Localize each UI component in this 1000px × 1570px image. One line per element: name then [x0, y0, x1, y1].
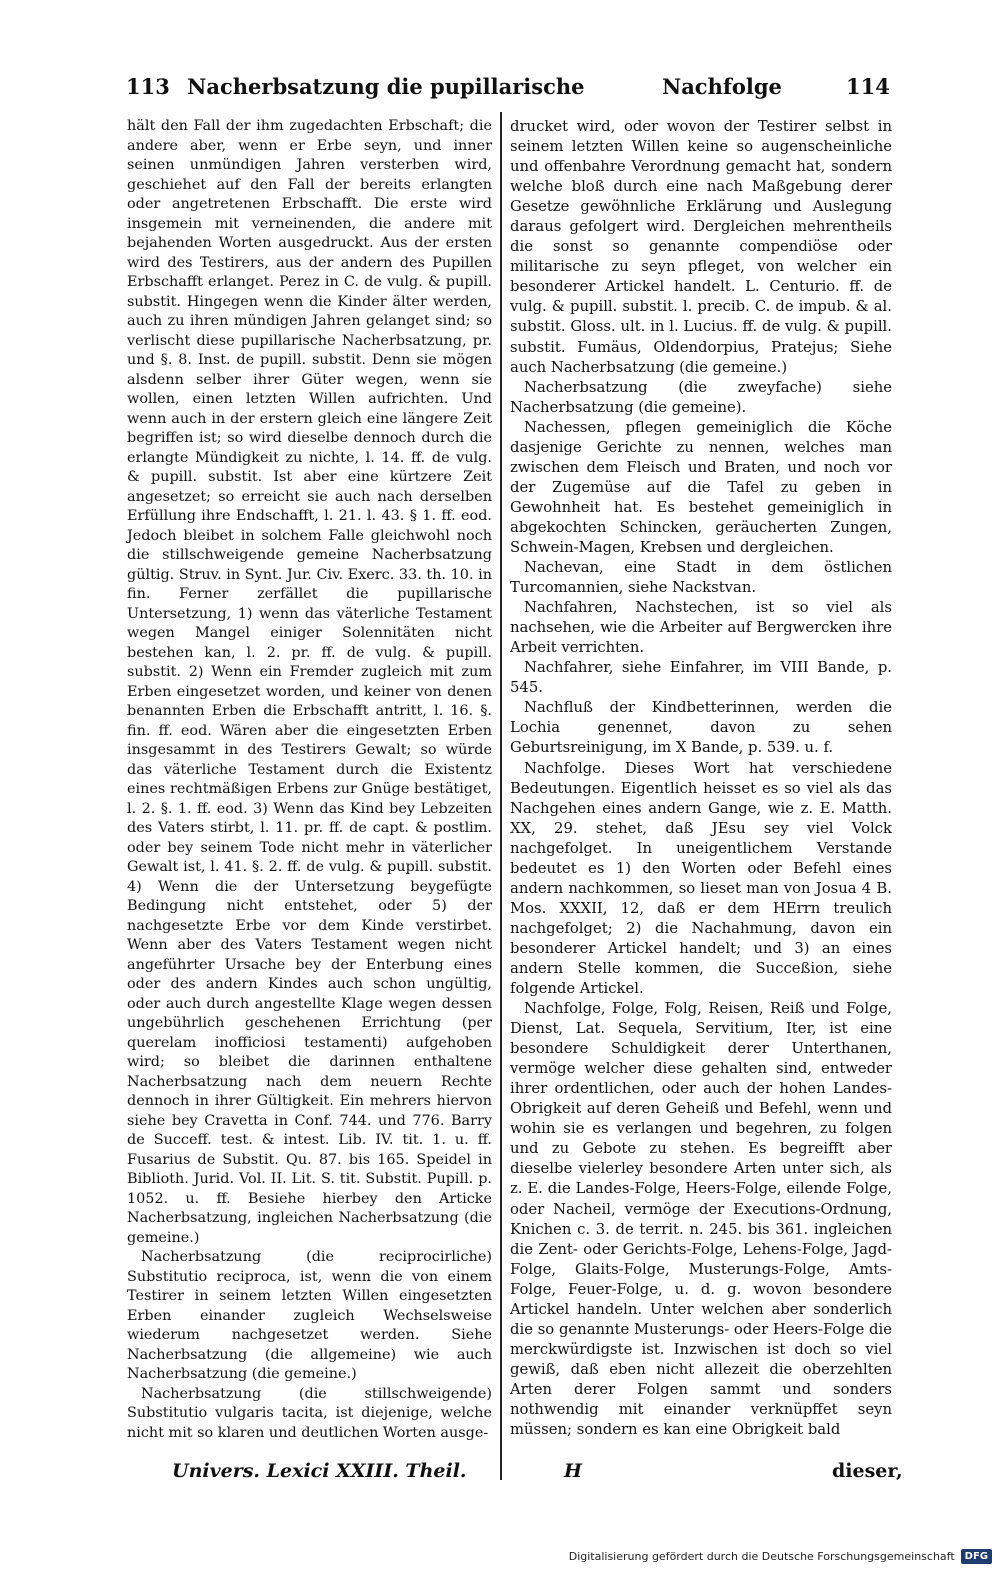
left-page-number: 113 [126, 74, 170, 99]
right-paragraph: Nachessen, pflegen gemeiniglich die Köche dasjenige Gerichte zu nennen, welches man zwischen dem Fleisch und Braten, und noch vor der Zugemüse auf die Tafel zu geben in Gewohnheit hat. Es bestehet gemeiniglich in abgekochten Schincken, geräucherten Zungen, Schwein-Magen, Krebsen und dergleichen. [510, 418, 892, 556]
banner-text: Digitalisierung gefördert durch die Deutsche Forschungsgemeinschaft [568, 1550, 955, 1563]
dfg-logo: DFG [961, 1549, 992, 1564]
right-paragraph: Nachfluß der Kindbetterinnen, werden die Lochia genennet, davon zu sehen Geburtsreinigung, im X Bande, p. 539. u. f. [510, 699, 892, 757]
right-paragraph: Nachfolge. Dieses Wort hat verschiedene Bedeutungen. Eigentlich heisset es so viel als das Nachgehen eines andern Gange, wie z. E. Matth. XX, 29. stehet, daß JEsu sey viel Volck nachgefolget. In uneigentlichem Verstande bedeutet es 1) den Worten oder Befehl eines andern nachkommen, so lieset man von Josua 4 B. Mos. XXXII, 12, daß er dem HErrn treulich nachgefolget; 2) die Nachahmung, davon ein besonderer Artickel handelt; und 3) an eines andern Stelle kommen, die Succeßion, siehe folgende Artickel. [510, 759, 892, 998]
footer-sheet-mark: H [564, 1460, 582, 1482]
right-paragraph: Nachfolge, Folge, Folg, Reisen, Reiß und Folge, Dienst, Lat. Sequela, Servitium, Iter, ist eine besondere Schuldigkeit derer Unterthanen, vermöge welcher diese gehalten sind, entweder ihrer ordentlichen, oder auch der hohen Landes-Obrigkeit auf deren Geheiß und Befehl, wenn und wohin sie es verlangen und begehren, zu folgen und zu Gebote zu stehen. Es begreifft aber dieselbe vielerley besondere Arten unter sich, als z. E. die Landes-Folge, Heers-Folge, eilende Folge, oder Nacheil, vermöge der Executions-Ordnung, Knichen c. 3. de territ. n. 245. bis 361. ingleichen die Zent- oder Gerichts-Folge, Lehens-Folge, Jagd-Folge, Glaits-Folge, Musterungs-Folge, Amts-Folge, Feuer-Folge, u. d. g. wovon besondere Artickel handeln. Unter welchen aber sonderlich die so genannte Musterungs- oder Heers-Folge die merckwürdigste ist. Inzwischen ist doch so viel gewiß, daß eben nicht allezeit die oberzehlten Arten derer Folgen sammt und sonders nothwendig mit einander verknüpffet seyn müssen; sondern es kan eine Obrigkeit bald [510, 1000, 892, 1439]
left-paragraph: Nacherbsatzung (die stillschweigende) Substitutio vulgaris tacita, ist diejenige, welche nicht mit so klaren und deutlichen Worten ausge- [127, 1385, 492, 1441]
right-page-number: 114 [846, 74, 890, 99]
digitization-banner [569, 1549, 992, 1564]
column-divider [500, 112, 502, 1480]
left-column [127, 117, 492, 1443]
right-paragraph: Nachfahren, Nachstechen, ist so viel als nachsehen, wie die Arbeiter auf Bergwercken ihre Arbeit verrichten. [510, 599, 892, 657]
right-paragraph: drucket wird, oder wovon der Testirer selbst in seinem letzten Willen keine so augenscheinliche und offenbahre Verordnung gemacht hat, sondern welche bloß durch eine nach Maßgebung derer Gesetze gewöhnliche Erklärung und Auslegung daraus gefolgert wird. Dergleichen mehrentheils die sonst so genannte compendiöse oder militarische zu seyn pfleget, von welcher ein besonderer Artickel handelt. L. Centurio. ff. de vulg. & pupill. substit. l. precib. C. de impub. & al. substit. Gloss. ult. in l. Lucius. ff. de vulg. & pupill. substit. Fumäus, Oldendorpius, Pratejus; Siehe auch Nacherbsatzung (die gemeine.) [510, 118, 892, 376]
left-paragraph: Nacherbsatzung (die reciprocirliche) Substitutio reciproca, ist, wenn die von einem Testirer in seinem letzten Willen eingesetzten Erben einander zugleich Wechselsweise wiederum nachgesetzet werden. Siehe Nacherbsatzung (die allgemeine) wie auch Nacherbsatzung (die gemeine.) [127, 1249, 492, 1382]
left-header [126, 74, 585, 99]
right-paragraph: Nacherbsatzung (die zweyfache) siehe Nacherbsatzung (die gemeine). [510, 378, 892, 416]
right-paragraph: Nachfahrer, siehe Einfahrer, im VIII Bande, p. 545. [510, 659, 892, 697]
right-running-title: Nachfolge [662, 74, 782, 99]
right-paragraph: Nachevan, eine Stadt in dem östlichen Turcomannien, siehe Nackstvan. [510, 559, 892, 597]
footer-catchword: dieser, [832, 1460, 903, 1482]
right-column [510, 117, 892, 1440]
left-paragraph: hält den Fall der ihm zugedachten Erbschaft; die andere aber, wenn er Erbe seyn, und inner seinen unmündigen Jahren versterben wird, geschiehet auf den Fall der bereits erlangten oder angetretenen Erbschafft. Die erste wird insgemein mit verneinenden, die andere mit bejahenden Worten ausgedruckt. Aus der ersten wird des Testirers, aus der andern des Pupillen Erbschafft erlanget. Perez in C. de vulg. & pupill. substit. Hingegen wenn die Kinder älter werden, auch zu ihren mündigen Jahren gelanget sind; so verlischt diese pupillarische Nacherbsatzung, pr. und §. 8. Inst. de pupill. substit. Denn sie mögen alsdenn selber ihrer Güter wegen, wenn sie wollen, einen letzten Willen aufrichten. Und wenn auch in der erstern gleich eine längere Zeit begriffen ist; so wird dieselbe dennoch durch die erlangte Mündigkeit zu nichte, l. 14. ff. de vulg. & pupill. substit. Ist aber eine kürtzere Zeit angesetzet; so erreicht sie auch nach derselben Erfüllung ihre Endschafft, l. 21. l. 43. § 1. ff. eod. Jedoch bleibet in solchem Falle gleichwohl noch die stillschweigende gemeine Nacherbsatzung gültig. Struv. in Synt. Jur. Civ. Exerc. 33. th. 10. in fin. Ferner zerfället die pupillarische Untersetzung, 1) wenn das väterliche Testament wegen Mangel einiger Solennitäten nicht bestehen kan, l. 2. pr. ff. de vulg. & pupill. substit. 2) Wenn ein Fremder zugleich mit zum Erben eingesetzet worden, und keiner von denen benannten Erben die Erbschafft antritt, l. 16. §. fin. ff. eod. Wären aber die eingesetzten Erben insgesammt in des Testirers Gewalt; so würde das väterliche Testament durch die Existentz eines rechtmäßigen Erbens zur Gnüge bestätiget, l. 2. §. 1. ff. eod. 3) Wenn das Kind bey Lebzeiten des Vaters stirbt, l. 11. pr. ff. de capt. & postlim. oder bey seinem Tode nicht mehr in väterlicher Gewalt ist, l. 41. §. 2. ff. de vulg. & pupill. substit. 4) Wenn die der Untersetzung beygefügte Bedingung nicht entstehet, oder 5) der nachgesetzte Erbe vor dem Kinde verstirbet. Wenn aber des Vaters Testament wegen nicht angeführter Ursache bey der Enterbung eines oder des andern Kindes auch schon ungültig, oder auch durch angestellte Klage wegen dessen ungebührlich geschehenen Errichtung (per querelam inofficiosi testamenti) aufgehoben wird; so bleibet die darinnen enthaltene Nacherbsatzung nach dem neuern Rechte dennoch in ihrer Gültigkeit. Ein mehrers hiervon siehe bey Cravetta in Conf. 744. und 776. Barry de Succeff. test. & intest. Lib. IV. tit. 1. u. ff. Fusarius de Substit. Qu. 87. bis 165. Speidel in Biblioth. Jurid. Vol. II. Lit. S. tit. Substit. Pupill. p. 1052. u. ff. Besiehe hierbey den Articke Nacherbsatzung, ingleichen Nacherbsatzung (die gemeine.) [127, 118, 492, 1246]
left-running-title: Nacherbsatzung die pupillarische [187, 74, 585, 99]
footer-signature: Univers. Lexici XXIII. Theil. [172, 1460, 467, 1482]
